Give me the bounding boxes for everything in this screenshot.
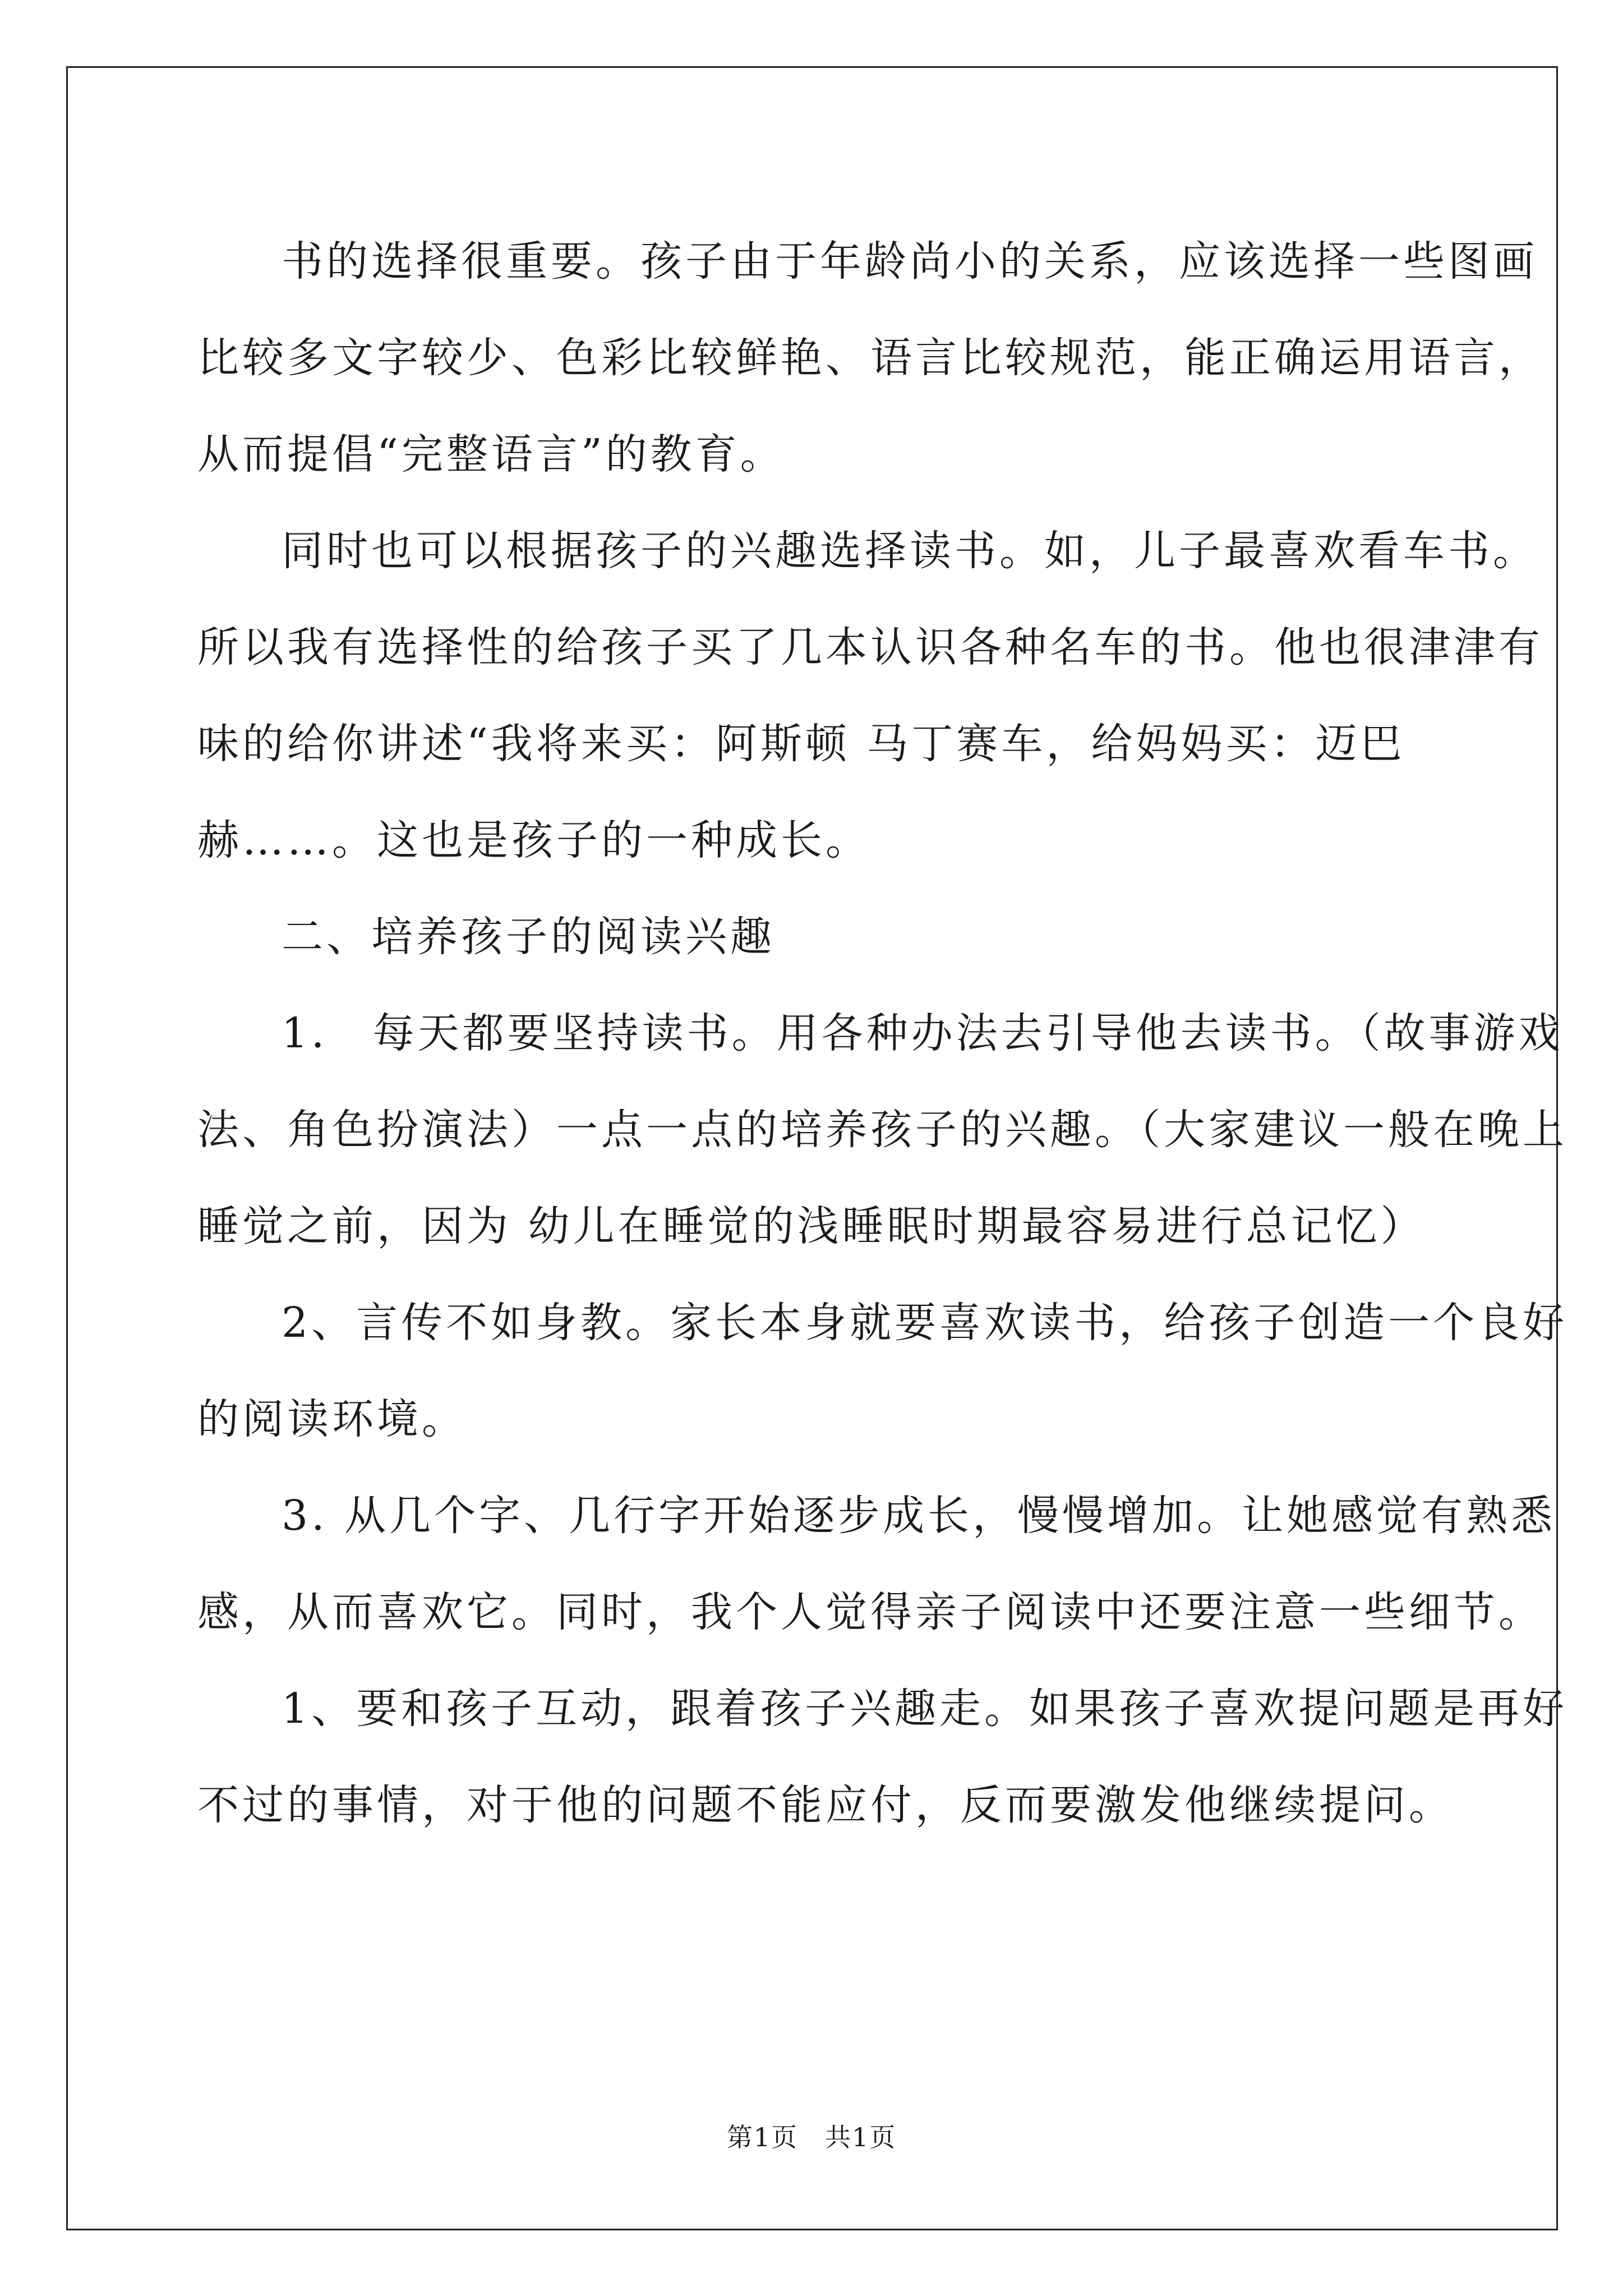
- text-line: 的阅读环境。: [197, 1395, 467, 1443]
- text-line: 1． 每天都要坚持读书。用各种办法去引导他去读书。（故事游戏: [282, 1009, 1564, 1057]
- page-footer: [0, 2120, 1623, 2154]
- text-line: 赫……。这也是孩子的一种成长。: [197, 816, 870, 864]
- paragraph-item-2: [197, 1274, 1568, 1467]
- paragraph-item-3: [197, 1467, 1556, 1660]
- paragraph-detail-1: [197, 1660, 1568, 1853]
- text-line: 感，从而喜欢它。同时，我个人觉得亲子阅读中还要注意一些细节。: [197, 1588, 1543, 1636]
- paragraph-item-1: [197, 985, 1567, 1274]
- text-line: 不过的事情，对于他的问题不能应付，反而要激发他继续提问。: [197, 1781, 1454, 1829]
- section-heading: [197, 889, 1426, 985]
- text-line: 1、要和孩子互动，跟着孩子兴趣走。如果孩子喜欢提问题是再好: [282, 1685, 1568, 1733]
- document-body: [197, 213, 1568, 1853]
- page-number-current: 第1页: [726, 2122, 798, 2152]
- page-number-total: 共1页: [825, 2122, 897, 2152]
- paragraph-book-selection: [197, 213, 1543, 503]
- text-line: 从而提倡“完整语言”的教育。: [197, 430, 785, 478]
- text-line: 同时也可以根据孩子的兴趣选择读书。如，儿子最喜欢看车书。: [282, 527, 1538, 575]
- text-line: 书的选择很重要。孩子由于年龄尚小的关系，应该选择一些图画: [282, 237, 1538, 286]
- heading-text: 二、培养孩子的阅读兴趣: [282, 913, 775, 961]
- text-line: 所以我有选择性的给孩子买了几本认识各种名车的书。他也很津津有: [197, 623, 1543, 671]
- text-line: 比较多文字较少、色彩比较鲜艳、语言比较规范，能正确运用语言，: [197, 334, 1543, 382]
- text-line: 3. 从几个字、几行字开始逐步成长，慢慢增加。让她感觉有熟悉: [282, 1492, 1556, 1540]
- text-line: 味的给你讲述“我将来买：阿斯顿 马丁赛车，给妈妈买：迈巴: [197, 720, 1405, 768]
- text-line: 法、角色扮演法）一点一点的培养孩子的兴趣。（大家建议一般在晚上: [197, 1106, 1567, 1154]
- paragraph-interest-selection: [197, 503, 1543, 889]
- text-line: 2、言传不如身教。家长本身就要喜欢读书，给孩子创造一个良好: [282, 1299, 1568, 1347]
- text-line: 睡觉之前，因为 幼儿在睡觉的浅睡眠时期最容易进行总记忆）: [197, 1202, 1426, 1250]
